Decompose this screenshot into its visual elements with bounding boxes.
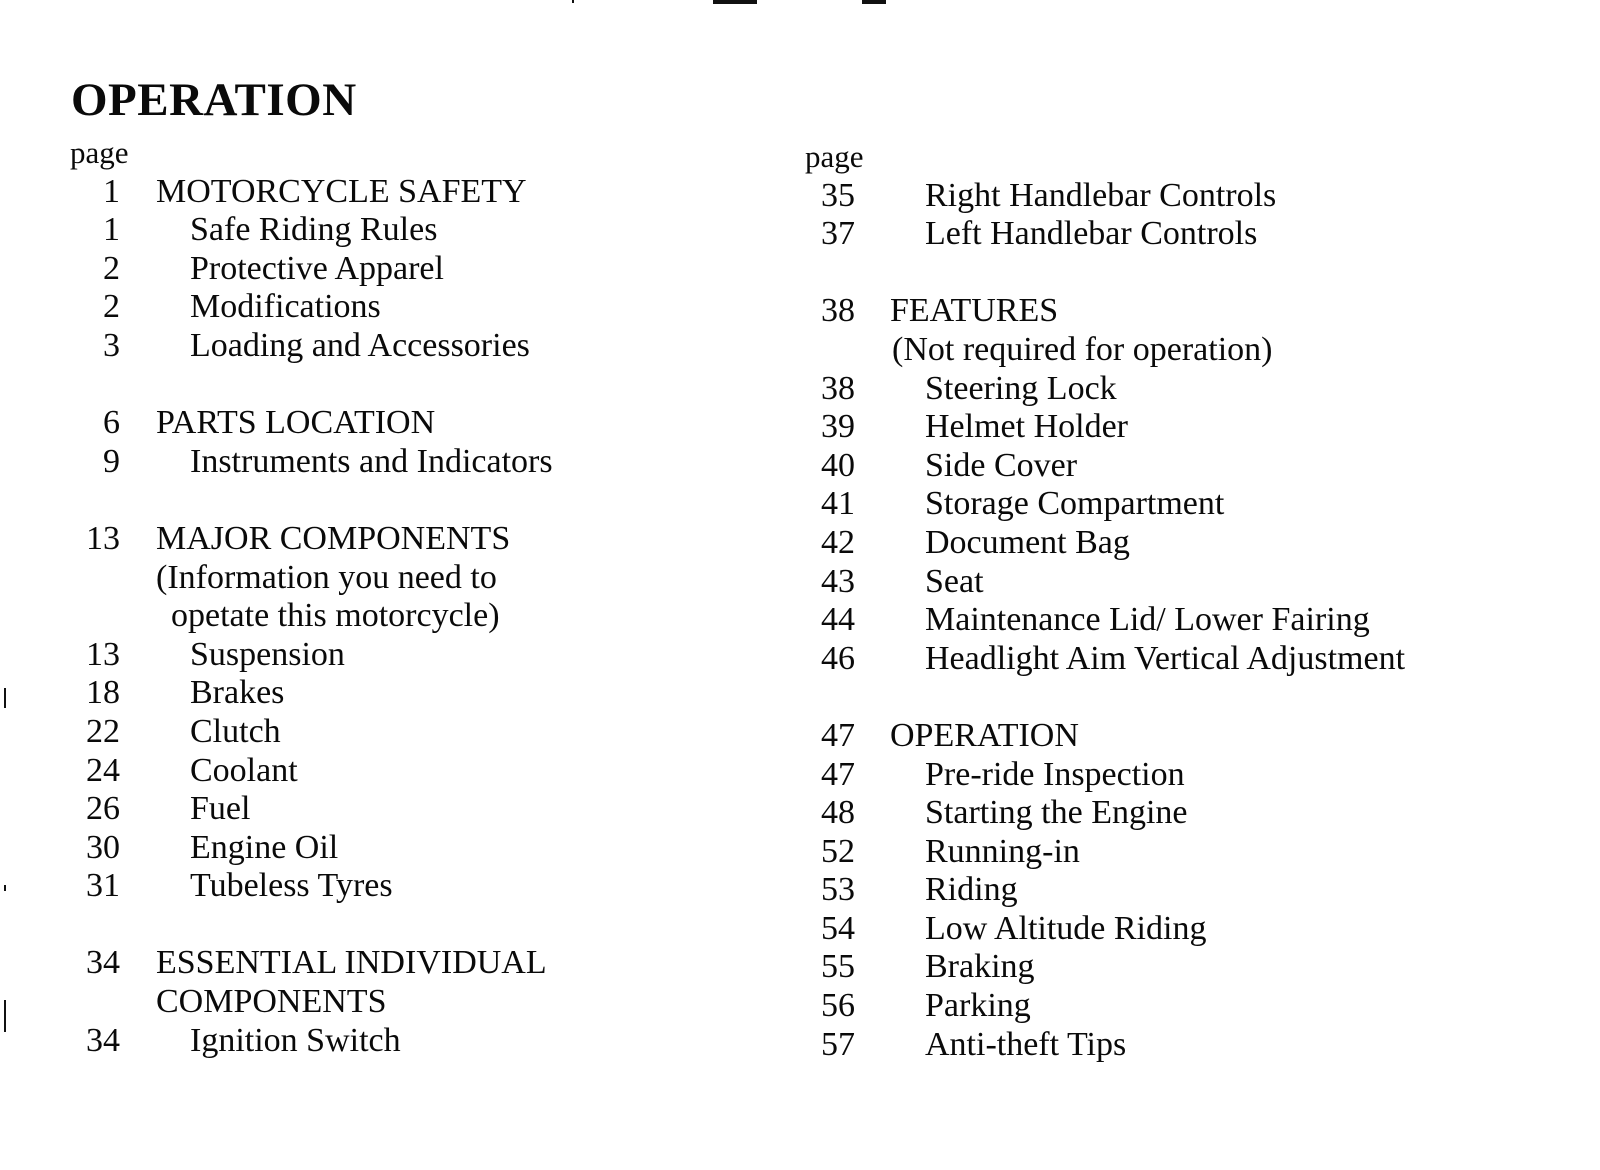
toc-entry-title: Low Altitude Riding xyxy=(925,909,1207,947)
toc-entry[interactable] xyxy=(805,485,1225,524)
toc-section-heading: PARTS LOCATION xyxy=(156,404,436,442)
toc-section-heading: ESSENTIAL INDIVIDUAL xyxy=(156,944,547,982)
toc-entry-title: Parking xyxy=(925,987,1031,1025)
toc-page-number: 26 xyxy=(86,790,120,828)
toc-section-heading: MOTORCYCLE SAFETY xyxy=(156,172,527,210)
toc-note xyxy=(805,330,1273,370)
toc-entry[interactable] xyxy=(70,326,530,366)
toc-entry-title: Riding xyxy=(925,871,1018,909)
toc-entry[interactable] xyxy=(805,562,984,602)
toc-entry-title: Clutch xyxy=(190,712,281,750)
toc-entry[interactable] xyxy=(805,1025,1127,1065)
toc-page-number: 54 xyxy=(821,909,855,947)
toc-entry-title: Steering Lock xyxy=(925,369,1117,407)
toc-note-text: opetate this motorcycle) xyxy=(171,597,500,635)
toc-right-column xyxy=(805,138,1406,1064)
toc-page-number: 57 xyxy=(821,1025,855,1063)
page-column-label: page xyxy=(70,135,129,170)
toc-page-number: 18 xyxy=(86,674,120,712)
toc-page-number: 1 xyxy=(103,211,120,249)
toc-page-number: 2 xyxy=(103,249,120,287)
toc-note xyxy=(70,558,497,598)
toc-page-number: 53 xyxy=(821,871,855,909)
scan-mark-top-3 xyxy=(572,0,574,3)
toc-page-number: 34 xyxy=(86,1021,120,1059)
page-column-label: page xyxy=(805,139,864,174)
toc-entry[interactable] xyxy=(805,755,1185,795)
toc-entry-title: Helmet Holder xyxy=(925,408,1128,446)
toc-entry-title: Instruments and Indicators xyxy=(190,442,553,480)
toc-page-number: 38 xyxy=(821,369,855,407)
toc-entry[interactable] xyxy=(805,369,1117,409)
toc-entry-title: Document Bag xyxy=(925,523,1130,561)
toc-entry[interactable] xyxy=(70,1021,401,1061)
toc-entry-title: Side Cover xyxy=(925,446,1078,484)
toc-page-number: 43 xyxy=(821,562,855,600)
toc-entry[interactable] xyxy=(805,832,1080,872)
toc-entry[interactable] xyxy=(805,909,1207,949)
toc-section-heading: OPERATION xyxy=(890,716,1079,754)
toc-section-heading-continued: COMPONENTS xyxy=(156,983,387,1021)
toc-entry-title: Left Handlebar Controls xyxy=(925,215,1258,253)
toc-entry-title: Coolant xyxy=(190,751,298,789)
toc-entry[interactable] xyxy=(805,871,1018,910)
toc-entry-title: Anti-theft Tips xyxy=(925,1025,1127,1063)
toc-page-number: 44 xyxy=(821,601,855,639)
toc-entry[interactable] xyxy=(805,987,1031,1026)
toc-entry-title: Loading and Accessories xyxy=(190,326,530,364)
toc-entry[interactable] xyxy=(70,790,251,829)
toc-page-number: 52 xyxy=(821,832,855,870)
toc-entry[interactable] xyxy=(70,674,285,713)
toc-entry-title: Headlight Aim Vertical Adjustment xyxy=(925,639,1406,677)
toc-page-number: 38 xyxy=(821,292,855,330)
toc-section-heading: FEATURES xyxy=(890,292,1059,330)
toc-entry[interactable] xyxy=(805,601,1370,640)
toc-page-number: 13 xyxy=(86,635,120,673)
toc-entry[interactable] xyxy=(70,442,553,482)
toc-page-number: 34 xyxy=(86,944,120,982)
toc-page-number: 24 xyxy=(86,751,120,789)
toc-entry[interactable] xyxy=(805,716,1079,756)
toc-entry-title: Safe Riding Rules xyxy=(190,211,438,249)
toc-page-number: 37 xyxy=(821,215,855,253)
toc-entry[interactable] xyxy=(805,639,1406,679)
toc-page-number: 47 xyxy=(821,716,855,754)
toc-entry-title: Running-in xyxy=(925,832,1080,870)
toc-entry[interactable] xyxy=(805,215,1258,254)
toc-entry[interactable] xyxy=(70,519,511,559)
toc-note xyxy=(70,983,387,1022)
toc-entry-title: Modifications xyxy=(190,288,381,326)
toc-entry-title: Ignition Switch xyxy=(190,1021,401,1059)
toc-page-number: 55 xyxy=(821,948,855,986)
toc-entry[interactable] xyxy=(805,948,1035,987)
toc-entry-title: Tubeless Tyres xyxy=(190,867,393,905)
toc-note-text: (Not required for operation) xyxy=(892,330,1273,368)
toc-page-number: 46 xyxy=(821,639,855,677)
toc-page-number: 42 xyxy=(821,523,855,561)
toc-entry[interactable] xyxy=(70,249,444,289)
toc-entry-title: Right Handlebar Controls xyxy=(925,176,1277,214)
toc-entry-title: Seat xyxy=(925,562,984,600)
toc-page-number: 56 xyxy=(821,987,855,1025)
toc-entry-title: Maintenance Lid/ Lower Fairing xyxy=(925,601,1370,639)
toc-entry[interactable] xyxy=(70,172,527,212)
toc-note xyxy=(70,597,500,636)
scan-mark-left-3 xyxy=(4,1000,6,1032)
toc-entry-title: Braking xyxy=(925,948,1035,986)
toc-entry-title: Engine Oil xyxy=(190,828,339,866)
toc-entry[interactable] xyxy=(70,712,281,752)
toc-entry[interactable] xyxy=(805,794,1188,833)
toc-page-number: 48 xyxy=(821,794,855,832)
toc-page-number: 41 xyxy=(821,485,855,523)
toc-entry[interactable] xyxy=(70,288,381,327)
toc-page-number: 30 xyxy=(86,828,120,866)
toc-entry[interactable] xyxy=(70,867,393,906)
toc-entry-title: Protective Apparel xyxy=(190,249,444,287)
toc-page-number: 35 xyxy=(821,176,855,214)
toc-page-number: 13 xyxy=(86,519,120,557)
toc-entry[interactable] xyxy=(805,523,1130,563)
toc-note-text: (Information you need to xyxy=(156,558,497,596)
toc-entry[interactable] xyxy=(70,211,438,250)
toc-entry[interactable] xyxy=(70,751,298,791)
toc-entry[interactable] xyxy=(70,404,436,443)
page-title: OPERATION xyxy=(71,74,357,126)
toc-entry[interactable] xyxy=(805,176,1277,216)
toc-entry[interactable] xyxy=(805,292,1059,331)
toc-entry[interactable] xyxy=(70,828,339,868)
toc-page-number: 9 xyxy=(103,442,120,480)
toc-entry-title: Suspension xyxy=(190,635,345,673)
toc-entry[interactable] xyxy=(805,446,1078,486)
toc-entry-title: Brakes xyxy=(190,674,285,712)
toc-page-number: 40 xyxy=(821,446,855,484)
toc-entry[interactable] xyxy=(70,944,547,983)
scan-mark-left-1 xyxy=(4,688,6,708)
scan-mark-left-2 xyxy=(4,885,6,891)
toc-section-heading: MAJOR COMPONENTS xyxy=(156,519,511,557)
toc-page-number: 2 xyxy=(103,288,120,326)
scan-mark-top-1 xyxy=(713,0,757,4)
toc-entry-title: Pre-ride Inspection xyxy=(925,755,1185,793)
toc-entry-title: Fuel xyxy=(190,790,251,828)
toc-page-number: 47 xyxy=(821,755,855,793)
toc-entry-title: Starting the Engine xyxy=(925,794,1188,832)
toc-entry[interactable] xyxy=(805,408,1128,447)
toc-page-number: 1 xyxy=(103,172,120,210)
toc-page-number: 22 xyxy=(86,712,120,750)
toc-entry-title: Storage Compartment xyxy=(925,485,1225,523)
toc-page-number: 31 xyxy=(86,867,120,905)
toc-page-number: 39 xyxy=(821,408,855,446)
toc-left-column xyxy=(70,134,553,1060)
toc-entry[interactable] xyxy=(70,635,345,675)
toc-page-number: 3 xyxy=(103,326,120,364)
toc-page-number: 6 xyxy=(103,404,120,442)
scan-mark-top-2 xyxy=(862,0,886,4)
